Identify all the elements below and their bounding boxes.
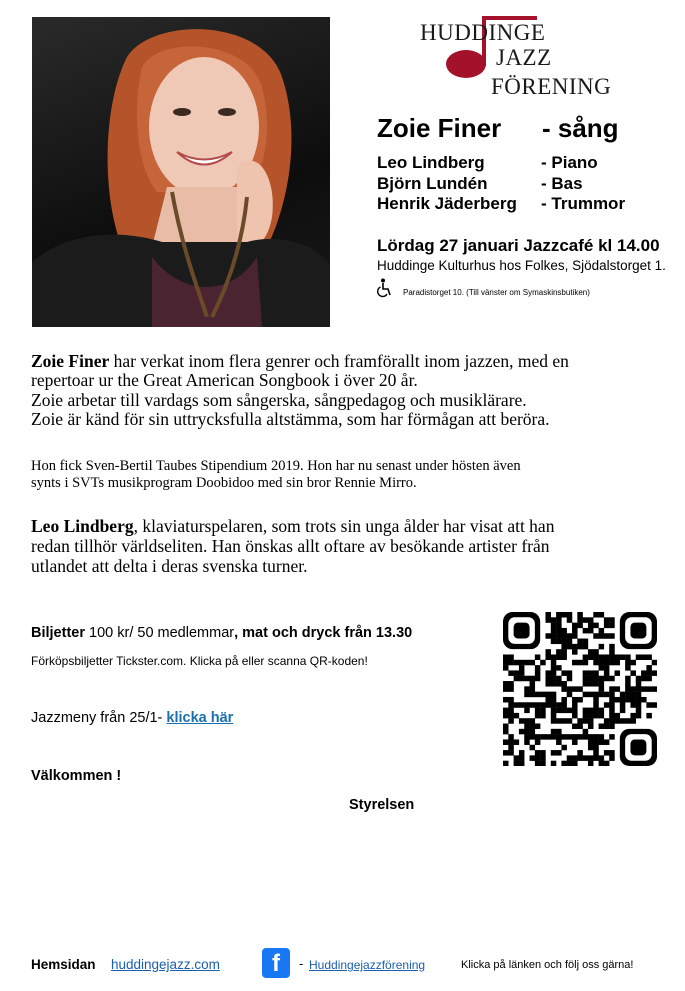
headline: [377, 113, 619, 144]
wheelchair-icon: [376, 278, 394, 298]
logo-text-line1: HUDDINGE: [420, 20, 546, 45]
bio-text: redan tillhör världseliten. Han önskas allt oftare av besökande artister från: [31, 536, 550, 556]
band-member-name: Leo Lindberg: [377, 153, 485, 172]
jazz-menu-text: Jazzmeny från 25/1-: [31, 710, 167, 726]
headline-name: Zoie Finer: [377, 113, 502, 143]
bio-text: Hon fick Sven-Bertil Taubes Stipendium 2019. Hon har nu senast under hösten även: [31, 458, 521, 474]
bio-text: , klaviaturspelaren, som trots sin unga ålder har visat att han: [133, 516, 555, 536]
qr-code[interactable]: [503, 612, 657, 766]
band-member-instrument: - Piano: [541, 153, 598, 172]
jazz-menu: [31, 710, 233, 726]
band-member-instrument: - Bas: [541, 174, 583, 193]
bio-paragraph-zoie: [31, 352, 661, 430]
bio-paragraph-award: [31, 458, 661, 492]
accessibility-note: Paradistorget 10. (Till vänster om Symaskinsbutiken): [403, 288, 590, 297]
bio-paragraph-leo: [31, 516, 661, 576]
bio-name: Leo Lindberg: [31, 516, 134, 536]
homepage-label: Hemsidan: [31, 957, 96, 972]
band-member-row: [377, 174, 583, 194]
event-venue: Huddinge Kulturhus hos Folkes, Sjödalstorget 1.: [377, 258, 666, 273]
ticket-label: Biljetter: [31, 625, 85, 641]
bio-text: har verkat inom flera genrer och framförallt inom jazzen, med en: [109, 351, 569, 371]
ticket-food: , mat och dryck från 13.30: [234, 625, 413, 641]
bio-text: Zoie är känd för sin uttrycksfulla altstämma, som har förmågan att beröra.: [31, 409, 550, 430]
band-member-instrument: - Trummor: [541, 194, 626, 213]
bio-text: repertoar ur the Great American Songbook i över 20 år.: [31, 370, 418, 391]
ticket-info: [31, 625, 412, 641]
band-member-name: Björn Lundén: [377, 174, 488, 193]
headline-role: - sång: [542, 113, 619, 143]
follow-note: Klicka på länken och följ oss gärna!: [461, 959, 634, 971]
jazz-menu-link[interactable]: klicka här: [166, 710, 234, 726]
bio-text: synts i SVTs musikprogram Doobidoo med sin bror Rennie Mirro.: [31, 475, 417, 491]
facebook-icon[interactable]: f: [262, 948, 290, 978]
event-date: Lördag 27 januari Jazzcafé kl 14.00: [377, 236, 660, 255]
signature: Styrelsen: [349, 797, 415, 813]
logo-text-line2: JAZZ: [496, 45, 552, 70]
band-member-name: Henrik Jäderberg: [377, 194, 517, 213]
artist-photo: [32, 17, 330, 327]
homepage-link[interactable]: huddingejazz.com: [111, 957, 220, 972]
presale-info: Förköpsbiljetter Tickster.com. Klicka på eller scanna QR-koden!: [31, 654, 368, 668]
bio-text: Zoie arbetar till vardags som sångerska, sångpedagog och musiklärare.: [31, 389, 527, 410]
huddinge-jazz-logo: [418, 14, 618, 100]
bio-text: utlandet att delta i deras svenska turner.: [31, 556, 308, 576]
logo-text-line3: FÖRENING: [491, 74, 612, 99]
welcome-text: Välkommen !: [31, 768, 122, 784]
facebook-link[interactable]: Huddingejazzförening: [309, 958, 426, 972]
facebook-dash: -: [299, 956, 304, 971]
ticket-price: 100 kr/ 50 medlemmar: [85, 625, 235, 641]
band-member-row: [377, 153, 598, 173]
bio-name: Zoie Finer: [31, 351, 110, 371]
band-member-row: [377, 194, 626, 214]
